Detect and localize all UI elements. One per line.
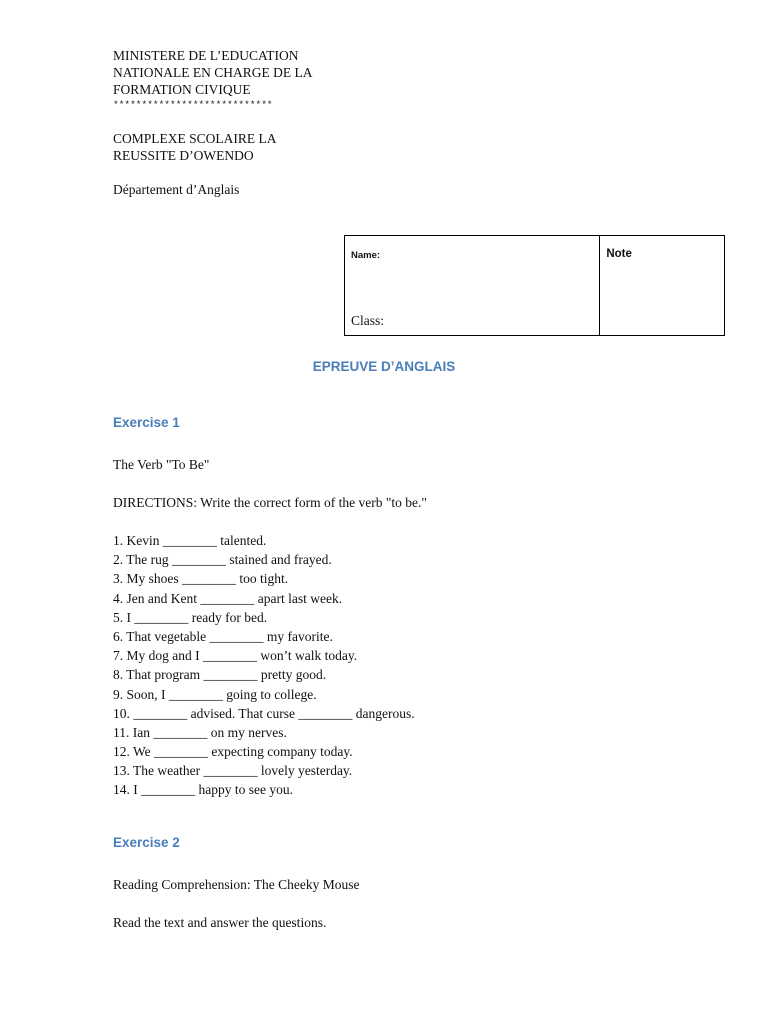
list-item: 14. I ________ happy to see you. <box>113 782 293 798</box>
list-item: 5. I ________ ready for bed. <box>113 609 268 625</box>
ministry-line-3: FORMATION CIVIQUE <box>113 82 251 97</box>
list-item: 10. ________ advised. That curse ________ dangerous. <box>113 705 415 721</box>
exercise-2-subtitle: Reading Comprehension: The Cheeky Mouse <box>113 877 360 892</box>
list-item: 4. Jen and Kent ________ apart last week. <box>113 590 343 606</box>
class-label: Class: <box>351 313 385 328</box>
name-class-cell[interactable] <box>345 236 600 336</box>
exercise-2-instructions: Read the text and answer the questions. <box>113 915 327 930</box>
list-item: 3. My shoes ________ too tight. <box>113 571 289 587</box>
name-label: Name: <box>351 250 381 261</box>
list-item: 12. We ________ expecting company today. <box>113 744 353 760</box>
exercise-2-heading: Exercise 2 <box>113 835 180 850</box>
school-line-1: COMPLEXE SCOLAIRE LA <box>113 131 277 146</box>
note-cell[interactable] <box>600 236 725 336</box>
exercise-1-subtitle: The Verb "To Be" <box>113 457 210 472</box>
ministry-line-1: MINISTERE DE L’EDUCATION <box>113 48 299 63</box>
list-item: 2. The rug ________ stained and frayed. <box>113 552 332 568</box>
ministry-line-2: NATIONALE EN CHARGE DE LA <box>113 65 313 80</box>
list-item: 1. Kevin ________ talented. <box>113 533 267 548</box>
exercise-1-list <box>113 532 415 801</box>
header-separator: **************************** <box>113 99 273 110</box>
department-line: Département d’Anglais <box>113 182 240 197</box>
list-item: 6. That vegetable ________ my favorite. <box>113 628 333 644</box>
student-id-box <box>344 235 725 336</box>
list-item: 8. That program ________ pretty good. <box>113 667 327 683</box>
exercise-1-heading: Exercise 1 <box>113 415 180 430</box>
list-item: 11. Ian ________ on my nerves. <box>113 724 287 740</box>
school-line-2: REUSSITE D’OWENDO <box>113 148 254 163</box>
page-title: EPREUVE D’ANGLAIS <box>312 359 456 374</box>
exercise-1-directions: DIRECTIONS: Write the correct form of the verb "to be." <box>113 495 427 510</box>
list-item: 7. My dog and I ________ won’t walk today. <box>113 648 358 664</box>
list-item: 9. Soon, I ________ going to college. <box>113 686 317 702</box>
note-label: Note <box>606 248 632 260</box>
list-item: 13. The weather ________ lovely yesterday. <box>113 763 353 779</box>
